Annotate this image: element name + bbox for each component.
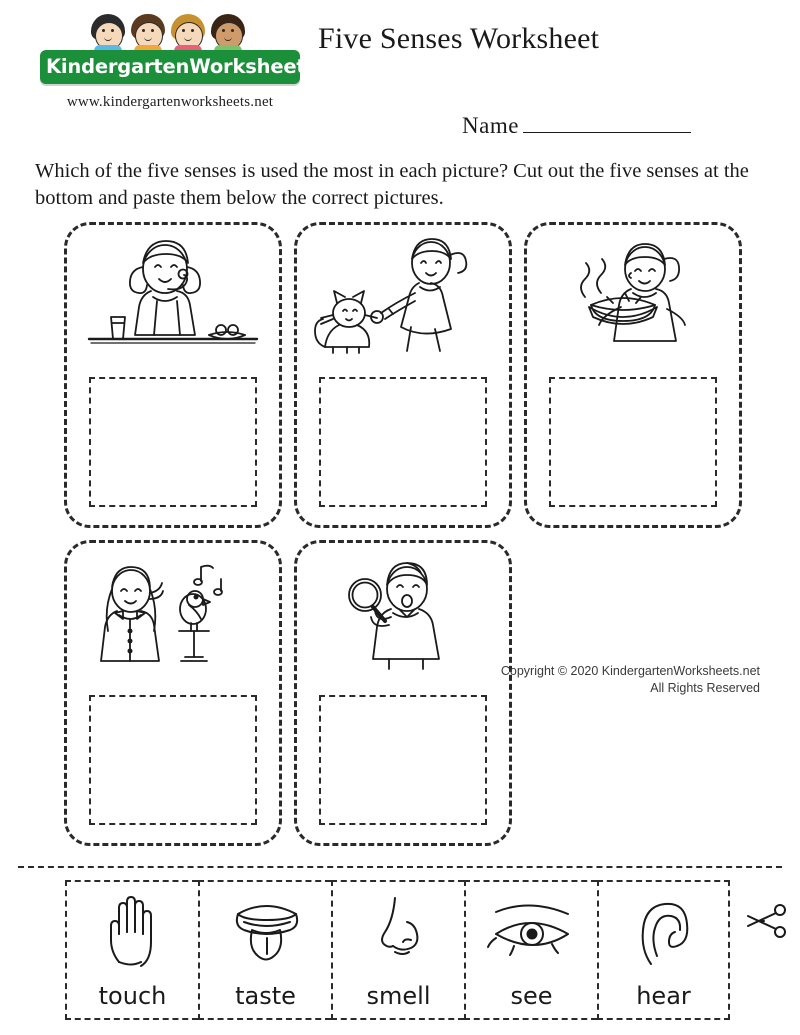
- sense-cell-taste[interactable]: [198, 880, 331, 1020]
- paste-area-5[interactable]: [319, 695, 487, 825]
- copyright-line-2: All Rights Reserved: [650, 681, 760, 695]
- sense-cell-hear[interactable]: [597, 880, 730, 1020]
- tongue-icon: [200, 890, 331, 968]
- page-title: Five Senses Worksheet: [318, 22, 600, 55]
- sense-cell-see[interactable]: [464, 880, 597, 1020]
- sense-label-smell: smell: [366, 982, 431, 1010]
- sense-label-see: see: [510, 982, 553, 1010]
- paste-area-3[interactable]: [549, 377, 717, 507]
- copyright-block: [440, 663, 760, 697]
- picture-card-4: [64, 540, 282, 846]
- logo-wordmark: KindergartenWorksheets.net: [46, 55, 360, 78]
- copyright-line-1: Copyright © 2020 KindergartenWorksheets.net: [500, 664, 760, 678]
- name-input-blank[interactable]: [523, 112, 691, 133]
- paste-area-1[interactable]: [89, 377, 257, 507]
- name-field-row: [462, 112, 691, 139]
- sense-label-touch: touch: [98, 982, 167, 1010]
- paste-area-4[interactable]: [89, 695, 257, 825]
- site-url: www.kindergartenworksheets.net: [66, 94, 274, 110]
- sense-cell-smell[interactable]: [331, 880, 464, 1020]
- sense-label-taste: taste: [235, 982, 296, 1010]
- picture-card-2: [294, 222, 512, 528]
- sense-label-hear: hear: [636, 982, 691, 1010]
- illustration-girl-petting-cat: [297, 231, 509, 381]
- sense-cell-touch[interactable]: [65, 880, 198, 1020]
- logo-banner: [40, 50, 360, 84]
- illustration-girl-listening-bird: [67, 549, 279, 699]
- nose-icon: [333, 890, 464, 968]
- cut-line-divider: [18, 866, 782, 868]
- illustration-girl-smelling-pie: [527, 231, 739, 381]
- picture-card-1: [64, 222, 282, 528]
- hand-icon: [67, 890, 198, 968]
- site-logo: [40, 12, 360, 111]
- ear-icon: [599, 890, 728, 968]
- picture-card-3: [524, 222, 742, 528]
- eye-icon: [466, 890, 597, 968]
- scissors-icon: [742, 898, 792, 948]
- paste-area-2[interactable]: [319, 377, 487, 507]
- name-label: Name: [462, 113, 519, 138]
- sense-cutout-strip: [65, 880, 730, 1020]
- page-header: [0, 0, 800, 150]
- instructions-text: Which of the five senses is used the most in each picture? Cut out the five senses at the bottom and paste them below the correct pictures.: [35, 160, 749, 209]
- illustration-girl-eating-cookie: [67, 231, 279, 381]
